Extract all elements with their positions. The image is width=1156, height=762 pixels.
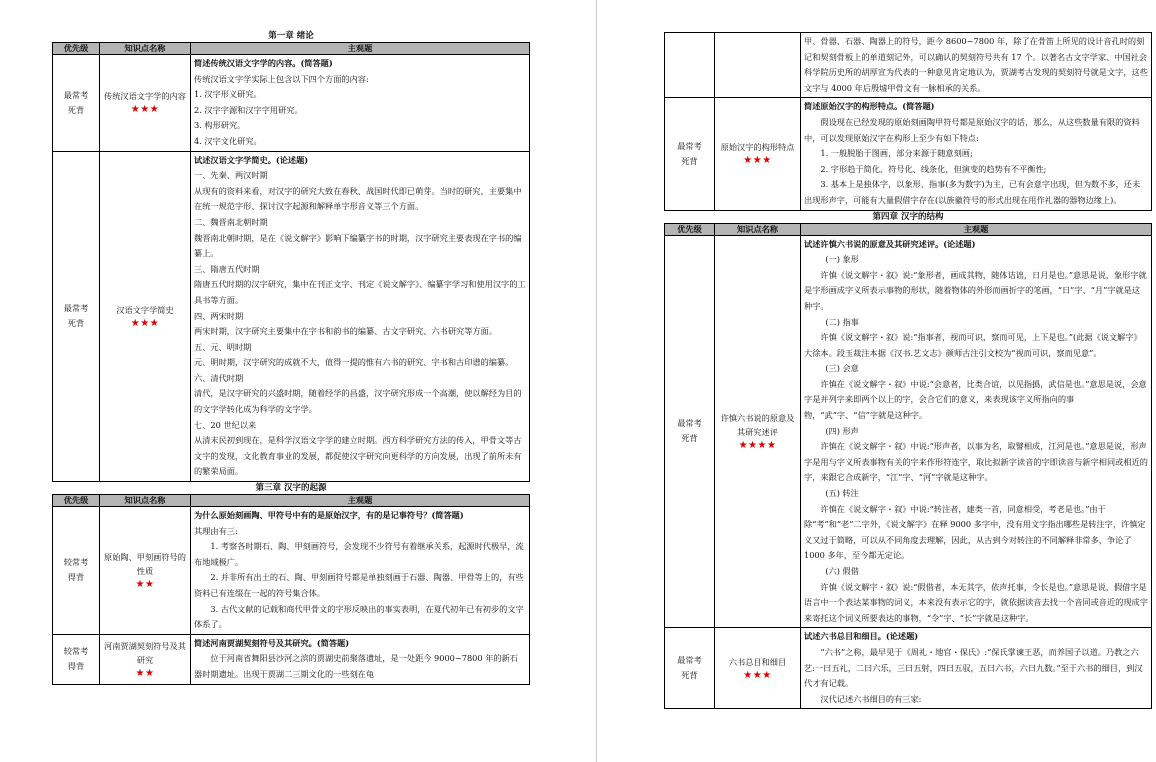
- answer-line: 许慎《说文解字・叙》说:“象形者，画成其物，随体诘诎，日月是也。”意思是说，象形字就是字形画成字义所表示事物的形状，随着物体的外形而画折字的笔画，“日”字、“月”字就是这种字。: [804, 269, 1147, 311]
- priority-cell: [665, 33, 715, 98]
- header-question: 主观题: [191, 495, 530, 507]
- header-question: 主观题: [191, 43, 530, 55]
- knowledge-label: 河南贾湖契刻符号及其研究: [104, 640, 186, 665]
- knowledge-cell: [100, 151, 191, 481]
- answer-line: 魏晋南北朝时期，是在《说文解字》影响下编纂字书的时期，汉字研究主要表现在字书的编纂上。: [194, 232, 522, 259]
- priority-label: 最常考 死背: [677, 140, 702, 166]
- answer-line: (一) 象形: [825, 254, 859, 265]
- priority-cell: [53, 55, 100, 152]
- question-title: 简述河南贾湖契刻符号及其研究。(简答题): [194, 637, 350, 648]
- answer-line: 其理由有三:: [194, 525, 238, 536]
- star-rating: ★★: [135, 578, 155, 590]
- answer-line: 1. 一般脱胎于图画，部分来源于随意刻画;: [820, 148, 973, 159]
- table-header-row: [665, 223, 1152, 235]
- answer-line: 甲、骨器、石器、陶器上的符号，距今 8600~7800 年，除了在骨笛上所见的设计音孔时的刻记和契刻骨板上的单道刻记外，可以确认的契刻符号共有 17 个。以著名古文字学家、中国社会科学院历史所的胡厚宣为代表的一种意见肯定地认为，贾湖考古发现的契刻符号就是文字，这些文字与 4000 年后殷墟甲骨文有一脉相承的关系。: [804, 36, 1148, 93]
- answer-cell: [801, 628, 1152, 709]
- answer-line: 四、两宋时期: [194, 310, 244, 321]
- answer-line: 隋唐五代时期的汉字研究，集中在刊正文字、刊定《说文解字》、编纂字学习和使用汉字的工具书等方面。: [194, 279, 526, 305]
- answer-line: 许慎在《说文解字・叙》中说:“转注者，建类一首，同意相受，考老是也。”由于除“考”和“老”二字外，《说文解字》在释 9000 多字中，没有用文字指出哪些是转注字，许慎定义又过于简略，可以从不同角度去理解，因此，从古到今对转注的不同解释非常多，争论了 1000 多年，至今都无定论。: [804, 503, 1146, 561]
- priority-cell: [53, 634, 100, 684]
- knowledge-label: 原始陶、甲刻画符号的性质: [104, 551, 186, 576]
- knowledge-cell: [715, 628, 801, 709]
- question-title: 简述传统汉语文字学的内容。(简答题): [194, 58, 333, 68]
- table-row: [665, 628, 1152, 709]
- right-page: [664, 32, 1152, 709]
- answer-line: (四) 形声: [825, 425, 859, 436]
- table-row: [665, 98, 1152, 210]
- knowledge-label: 原始汉字的构形特点: [720, 142, 795, 153]
- chapter3-table: [52, 482, 530, 685]
- star-rating: ★★★: [130, 104, 160, 116]
- table-row: [53, 55, 530, 152]
- table-header-row: [53, 43, 530, 55]
- star-rating: ★★★: [743, 155, 772, 167]
- answer-line: 七、20 世纪以来: [194, 419, 257, 430]
- question-title: 试述许慎六书说的原意及其研究述评。(论述题): [804, 238, 976, 249]
- header-question: 主观题: [801, 223, 1152, 235]
- question-title: 简述原始汉字的构形特点。(简答题): [804, 101, 935, 112]
- answer-line: 1. 考察各时期石、陶、甲刻画符号，会发现不少符号有着继承关系，起源时代极早，流布地域极广。: [194, 541, 524, 567]
- answer-line: 三、隋唐五代时期: [194, 263, 260, 274]
- question-title: 试述汉语文字学简史。(论述题): [194, 154, 309, 165]
- answer-cell: [801, 98, 1152, 210]
- answer-line: (三) 会意: [825, 363, 859, 374]
- header-priority: 优先级: [665, 223, 715, 235]
- chapter-title: 第一章 绪论: [268, 31, 314, 41]
- knowledge-cell: [715, 33, 801, 98]
- header-priority: 优先级: [53, 43, 100, 55]
- priority-label: 较常考 得背: [63, 557, 89, 583]
- priority-label: 较常考 得背: [63, 646, 89, 672]
- continued-table: [664, 32, 1152, 211]
- knowledge-cell: [100, 507, 191, 635]
- answer-line: 2. 并非所有出土的石、陶、甲刻画符号都是单独刻画于石器、陶器、甲骨等上的，有些资料已有连缀在一起的符号集合体。: [194, 572, 524, 598]
- answer-line: 2. 字形趋于简化、符号化、线条化，但演变的趋势有不平衡性;: [820, 163, 1047, 174]
- answer-line: 清代，是汉字研究的兴盛时期，随着经学的昌盛，汉字研究形成一个高潮，使以解经为目的的文字学转化成为科学的文字学。: [194, 388, 522, 415]
- answer-cell: [191, 634, 530, 684]
- answer-line: 元、明时期，汉字研究的成就不大，值得一提的惟有六书的研究、字书和古印谱的编纂。: [194, 357, 514, 368]
- table-row: [53, 151, 530, 481]
- answer-line: 一、先秦、两汉时期: [194, 170, 268, 181]
- priority-label: 最常考 死背: [63, 89, 89, 115]
- priority-cell: [665, 98, 715, 210]
- answer-line: (二) 指事: [825, 316, 859, 327]
- table-row: [53, 634, 530, 684]
- chapter-title: 第四章 汉字的结构: [872, 211, 944, 222]
- chapter-title: 第三章 汉字的起源: [255, 483, 327, 494]
- answer-line: (六) 假借: [825, 566, 859, 576]
- priority-label: 最常考 死背: [677, 655, 702, 681]
- answer-line: 六、清代时期: [194, 372, 244, 383]
- knowledge-cell: [715, 235, 801, 628]
- knowledge-cell: [100, 55, 191, 152]
- star-rating: ★★: [135, 667, 155, 679]
- answer-line: 许慎在《说文解字・叙》中说:“会意者，比类合谊，以见指撝，武信是也。”意思是说，会意字是并列字来即两个以上的字，会合它们的意义，来表现该字义所指向的事物，“武”字、“信”字就是这种字。: [804, 378, 1147, 421]
- knowledge-label: 许慎六书说的原意及其研究述评: [720, 412, 795, 437]
- answer-cell: [801, 235, 1152, 628]
- table-row: [665, 33, 1152, 98]
- answer-line: 许慎《说文解字・叙》说:“指事者，视而可识，察而可见，上下是也。”(此据《说文解字》大徐本。段玉裁注本据《汉书.艺文志》颜师古注引文校为“视而可识，察而见意”。: [804, 332, 1142, 358]
- answer-cell: [801, 33, 1152, 98]
- knowledge-label: 六书总目和细目: [728, 656, 787, 667]
- star-rating: ★★★★: [738, 439, 777, 451]
- answer-line: 4. 汉字文化研究。: [194, 135, 262, 146]
- answer-cell: [191, 151, 530, 481]
- answer-line: 两宋时期，汉字研究主要集中在字书和韵书的编纂、古文字研究、六书研究等方面。: [194, 326, 497, 337]
- question-title: 为什么原始刻画陶、甲符号中有的是原始汉字，有的是记事符号？(简答题): [194, 510, 464, 521]
- priority-cell: [53, 507, 100, 635]
- star-rating: ★★★: [743, 669, 772, 681]
- answer-line: 从清末民初到现在，是科学汉语文字学的建立时期。西方科学研究方法的传入，甲骨文等古文字的发现，文化教育事业的发展，都促使汉字研究向更科学的方向发展，出现了前所未有的繁荣局面。: [194, 435, 522, 477]
- knowledge-label: 传统汉语文字学的内容: [104, 91, 186, 102]
- priority-cell: [665, 628, 715, 709]
- chapter4-table: [664, 211, 1152, 710]
- answer-line: 2. 汉字字源和汉字字用研究。: [194, 104, 303, 115]
- answer-line: 3. 基本上是独体字，以象形、指事(多为数字)为主，已有会意字出现，但为数不多，还未出现形声字，可能有大量假借字存在(以族徽符号的形式出现在用作礼器的器物边缘上)。: [804, 179, 1141, 205]
- table-row: [665, 235, 1152, 628]
- answer-line: “六书”之称，最早见于《周礼・地官・保氏》:“保氏掌谏王恶，而养国子以道。乃教之六艺:一曰五礼，二曰六乐，三曰五射，四曰五驭，五曰六书，六曰九数。”至于六书的细目，到汉代才有记载。: [804, 646, 1143, 689]
- priority-label: 最常考 死背: [63, 303, 89, 329]
- answer-line: 二、魏晋南北朝时期: [194, 216, 268, 227]
- page-divider: [596, 0, 597, 762]
- answer-line: (五) 转注: [825, 488, 859, 499]
- chapter1-table: [52, 30, 530, 482]
- header-priority: 优先级: [53, 495, 100, 507]
- knowledge-cell: [715, 98, 801, 210]
- answer-line: 位于河南省舞阳县沙河之滨的贾湖史前聚落遗址，是一处距今 9000~7800 年的新石器时期遗址。出现于贾湖二三期文化的一些刻在龟: [194, 653, 518, 679]
- answer-line: 3. 构形研究。: [194, 120, 246, 131]
- header-knowledge: 知识点名称: [100, 43, 191, 55]
- header-knowledge: 知识点名称: [715, 223, 801, 235]
- priority-cell: [665, 235, 715, 628]
- question-title: 试述六书总目和细目。(论述题): [804, 631, 919, 642]
- priority-cell: [53, 151, 100, 481]
- answer-line: 五、元、明时期: [194, 341, 252, 352]
- answer-line: 从现有的资料来看，对汉字的研究大致在春秋、战国时代即已萌芽。当时的研究，主要集中在统一规范字形、探讨汉字起源和解释单字形音义等三个方面。: [194, 185, 522, 212]
- answer-line: 假设现在已经发现的原始刻画陶甲符号都是原始汉字的话，那么，从这些数量有限的资料中，可以发现原始汉字在构形上至少有如下特点:: [804, 116, 1140, 143]
- table-row: [53, 507, 530, 635]
- answer-cell: [191, 507, 530, 635]
- left-page: [52, 30, 530, 685]
- header-knowledge: 知识点名称: [100, 495, 191, 507]
- answer-line: 传统汉语文字学实际上包含以下四个方面的内容:: [194, 73, 369, 84]
- answer-line: 1. 汉字形义研究。: [194, 89, 262, 100]
- answer-line: 汉代记述六书细目的有三家:: [820, 693, 922, 704]
- star-rating: ★★★: [130, 317, 160, 329]
- answer-cell: [191, 55, 530, 152]
- knowledge-label: 汉语文字学简史: [116, 304, 174, 315]
- answer-line: 3. 古代文献的记载和商代甲骨文的字形反映出的事实表明，在夏代初年已有初步的文字体系了。: [194, 603, 524, 630]
- answer-line: 许慎在《说文解字・叙》中说:“形声者，以事为名，取譬相成，江河是也。”意思是说，形声字是用与字义所表事物有关的字来作形符连字，取比拟新字读音的字即读音与新字相同或相近的字，来跟它合成新字，“江”字、“河”字就是这种字。: [804, 441, 1148, 483]
- answer-line: 许慎《说文解字・叙》说:“假借者，本无其字，依声托事，令长是也。”意思是说，假借字是语言中一个表达某事物的词义，本来没有表示它的字，就依据读音去找一个音同或音近的现成字来寄托这个词义所要表达的事物，“令”字、“长”字就是这种字。: [804, 581, 1148, 623]
- priority-label: 最常考 死背: [677, 418, 702, 444]
- table-header-row: [53, 495, 530, 507]
- knowledge-cell: [100, 634, 191, 684]
